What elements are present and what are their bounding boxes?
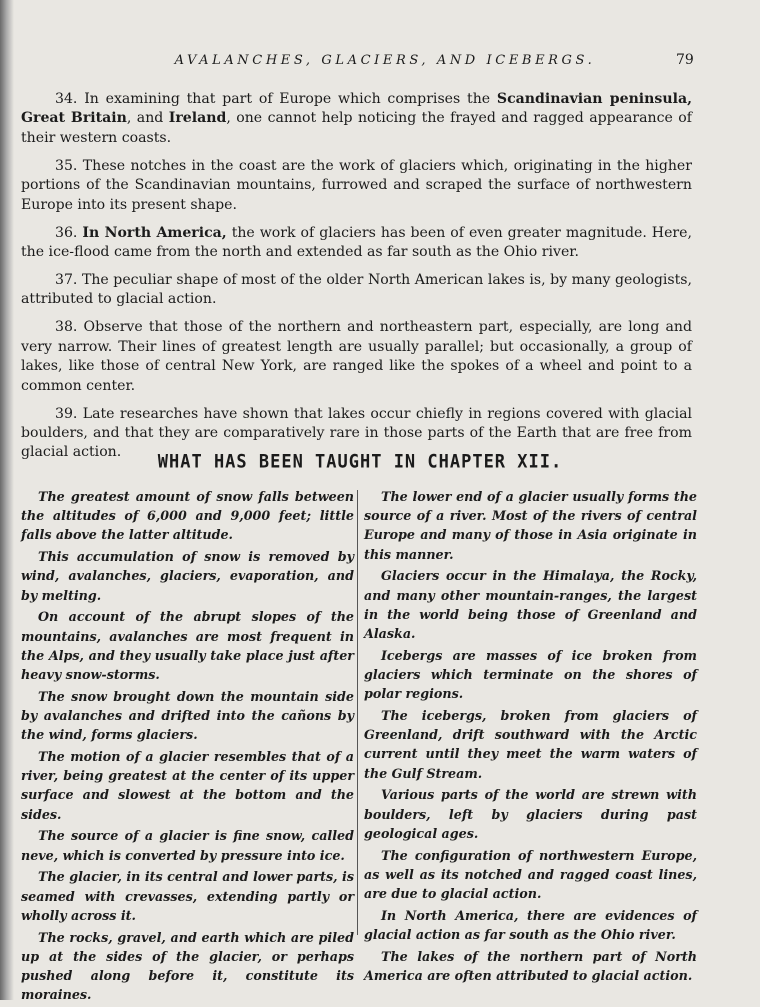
body-text — [21, 90, 692, 471]
paragraph-text: the work of glaciers has been of even greater magnitude. Here, the ice-flood came from the north and extended as far south as the Ohio river. — [21, 224, 692, 261]
page-gutter-shadow — [0, 0, 14, 1000]
running-header-title: AVALANCHES, GLACIERS, AND ICEBERGS. — [174, 53, 596, 68]
paragraph-text: 39. Late researches have shown that lakes occur chiefly in regions covered with glacial boulders, and that they are comparatively rare in those parts of the Earth that are free from glacial action. — [21, 405, 692, 461]
summary-statement: Various parts of the world are strewn with boulders, left by glaciers during past geological ages. — [364, 787, 697, 841]
summary-statement: The source of a glacier is fine snow, called neve, which is converted by pressure into ice. — [21, 828, 354, 863]
numbered-paragraph — [21, 157, 692, 215]
summary-statement: The snow brought down the mountain side by avalanches and drifted into the cañons by the wind, forms glaciers. — [21, 688, 354, 743]
bold-term: Scandinavian peninsula, Great Britain — [21, 91, 692, 127]
paragraph-text: 38. Observe that those of the northern and northeastern part, especially, are long and very narrow. Their lines of greatest length are usually parallel; but occasionally, a group of lakes, like those of central New York, are ranged like the spokes of a wheel and point to a common center. — [21, 319, 692, 394]
numbered-paragraph — [21, 90, 692, 148]
bold-term: In North America, — [82, 224, 227, 241]
paragraph-text: 34. In examining that part of Europe which comprises the — [55, 91, 497, 107]
numbered-paragraph — [21, 271, 692, 310]
summary-statement: On account of the abrupt slopes of the mountains, avalanches are most frequent in the Alps, and they usually take place just after heavy snow-storms. — [21, 609, 354, 683]
summary-statement: The lakes of the northern part of North America are often attributed to glacial action. — [364, 948, 697, 984]
paragraph-text: 35. These notches in the coast are the work of glaciers which, originating in the higher portions of the Scandinavian mountains, furrowed and scraped the surface of northwestern Europe into its present shape. — [21, 157, 692, 213]
page-number: 79 — [676, 52, 694, 68]
numbered-paragraph — [21, 318, 692, 396]
summary-right-column — [364, 487, 697, 988]
paragraph-text: 36. — [55, 224, 83, 241]
paragraph-text: , one cannot help noticing the frayed and ragged appearance of their western coasts. — [21, 110, 692, 146]
paragraph-text: 37. The peculiar shape of most of the older North American lakes is, by many geologists, attributed to glacial action. — [21, 272, 692, 308]
summary-statement: This accumulation of snow is removed by wind, avalanches, glaciers, evaporation, and by melting. — [21, 549, 354, 603]
summary-statement: The icebergs, broken from glaciers of Greenland, drift southward with the Arctic current until they meet the warm waters of the Gulf Stream. — [364, 708, 697, 781]
summary-statement: The configuration of northwestern Europe, as well as its notched and ragged coast lines, are due to glacial action. — [364, 847, 697, 902]
summary-left-column — [21, 487, 354, 1007]
summary-statement: The greatest amount of snow falls between the altitudes of 6,000 and 9,000 feet; little falls above the latter altitude. — [21, 489, 354, 543]
summary-statement: The motion of a glacier resembles that of a river, being greatest at the center of its upper surface and slowest at the bottom and the sides. — [21, 749, 354, 822]
summary-statement: In North America, there are evidences of glacial action as far south as the Ohio river. — [364, 907, 697, 943]
bold-term: Ireland — [168, 110, 227, 127]
summary-statement: Icebergs are masses of ice broken from glaciers which terminate on the shores of polar regions. — [364, 647, 697, 702]
numbered-paragraph — [21, 224, 692, 263]
column-divider — [357, 490, 358, 935]
summary-statement: The glacier, in its central and lower parts, is seamed with crevasses, extending partly or wholly across it. — [21, 869, 354, 923]
chapter-summary-heading: WHAT HAS BEEN TAUGHT IN CHAPTER XII. — [157, 450, 563, 474]
summary-statement: The lower end of a glacier usually forms the source of a river. Most of the rivers of central Europe and many of those in Asia originate in this manner. — [364, 489, 697, 562]
summary-statement: Glaciers occur in the Himalaya, the Rocky, and many other mountain-ranges, the largest in the world being those of Greenland and Alaska. — [364, 568, 697, 642]
paragraph-text: , and — [126, 110, 169, 127]
summary-statement: The rocks, gravel, and earth which are piled up at the sides of the glacier, or perhaps pushed along before it, constitute its moraines. — [21, 929, 354, 1003]
